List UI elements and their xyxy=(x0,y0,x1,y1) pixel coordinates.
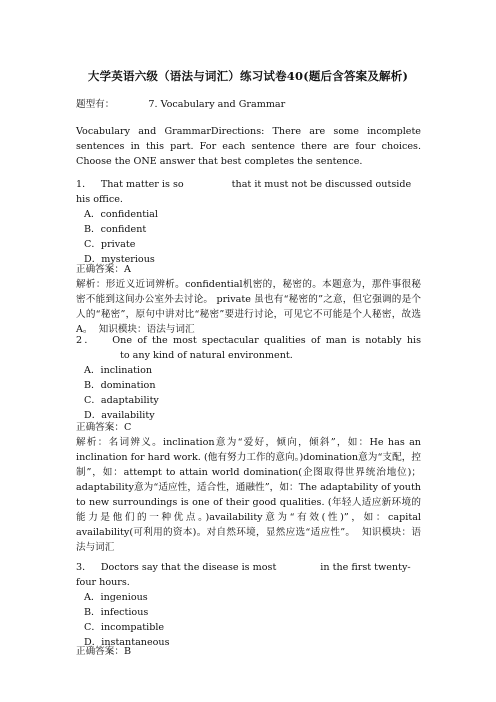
correct-answer: 正确答案：C xyxy=(76,422,132,433)
option-d: D．instantaneous xyxy=(84,637,170,648)
question-2 xyxy=(76,333,421,423)
question-number: 3． xyxy=(76,562,92,573)
option-c: C．adaptability xyxy=(84,395,159,406)
question-number: 1． xyxy=(76,179,92,190)
question-stem: 3． Doctors say that the disease is most in the first twenty-four hours. xyxy=(76,562,411,588)
correct-answer: 正确答案：B xyxy=(76,646,132,657)
option-c: C．private xyxy=(84,239,136,250)
option-b: B．domination xyxy=(84,380,156,391)
question-number: 2． xyxy=(76,335,97,346)
option-d: D．mysterious xyxy=(84,254,155,265)
option-a: A．ingenious xyxy=(84,592,148,603)
question-1 xyxy=(76,177,421,267)
answer-2 xyxy=(76,420,421,555)
question-type-label: 题型有： xyxy=(76,99,115,110)
document-title: 大学英语六级（语法与词汇）练习试卷40(题后含答案及解析) xyxy=(87,69,409,83)
section-directions: Vocabulary and GrammarDirections: There are some incomplete sentences in this part. For each sentence there are four choices. Choose the ONE answer that best completes the sentence. xyxy=(76,126,421,167)
question-stem: 1． That matter is so that it must not be discussed outside his office. xyxy=(76,179,412,205)
option-b: B．confident xyxy=(84,224,147,235)
option-b: B．infectious xyxy=(84,607,149,618)
question-type-line xyxy=(76,97,421,112)
knowledge-module: 知识模块：语法与词汇 xyxy=(76,527,422,553)
question-stem: 2． One of the most spectacular qualities of man is notably histo any kind of natural environment. xyxy=(76,335,422,361)
question-type-value: 7. Vocabulary and Grammar xyxy=(148,99,286,110)
knowledge-module: 知识模块：语法与词汇 xyxy=(98,324,195,335)
answer-1 xyxy=(76,262,421,337)
option-a: A．inclination xyxy=(84,365,153,376)
correct-answer: 正确答案：A xyxy=(76,264,131,275)
question-3 xyxy=(76,560,421,650)
explanation: 解析：名词辨义。inclination意为“爱好，倾向，倾斜”，如：He has an inclination for hard work. (他有努力工作的意向。)domination意为“支配，控制”，如：attempt to attain world domination(企图取得世界统治地位)；adaptability意为“适应性，适合性，通融性”，如：The adaptability of youth to new surroundings is one of their good qualities. (年轻人适应新环境的能力是他们的一种优点。)availability意为“有效(性)”，如：capital availability(可利用的资本)。对自然环境，显然应选“适应性”。 知识模块：语法与词汇 xyxy=(76,437,422,553)
option-a: A．confidential xyxy=(84,209,158,220)
explanation: 解析：形近义近词辨析。confidential机密的，秘密的。本题意为，那件事很秘密不能到这间办公室外去讨论。 private 虽也有“秘密的”之意，但它强调的是个人的“秘密”，原句中讲对比“秘密”要进行讨论，可见它不可能是个人秘密，故选A。 知识模块：语法与词汇 xyxy=(76,279,421,335)
option-d: D．availability xyxy=(84,410,155,421)
answer-3 xyxy=(76,644,421,659)
option-c: C．incompatible xyxy=(84,622,165,633)
